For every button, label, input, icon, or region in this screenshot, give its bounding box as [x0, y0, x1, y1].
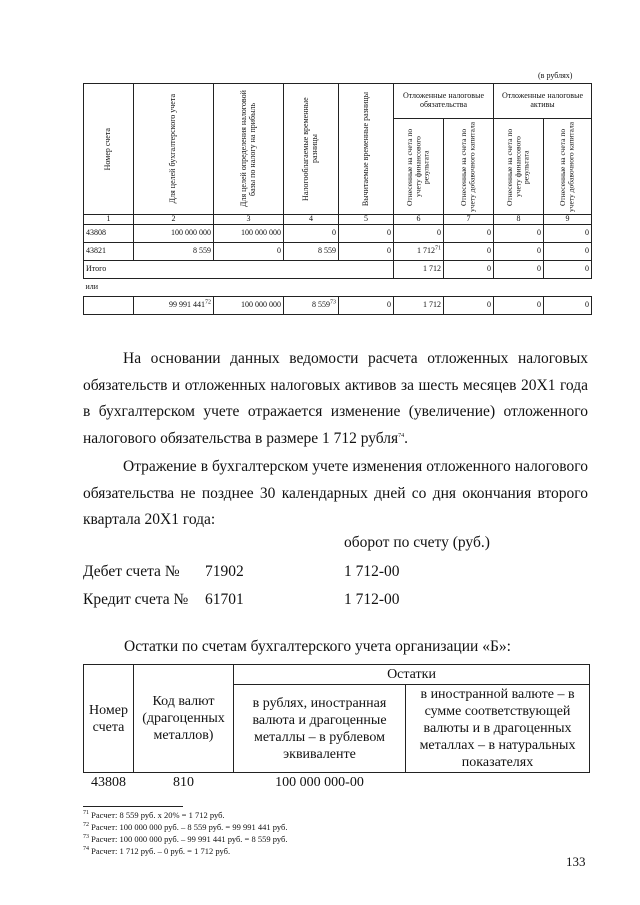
column-numbers-row [84, 215, 592, 225]
cell-asset-capital: 0 [544, 225, 592, 243]
footnote-ref: 74 [398, 432, 405, 439]
cell-tax-base: 100 000 000 [214, 225, 284, 243]
col-number: 4 [284, 215, 339, 225]
cell-liab-capital: 0 [444, 297, 494, 315]
cell-deductible: 0 [339, 225, 394, 243]
cell-liab-financial: 1 712 [394, 297, 444, 315]
cell-account: 43808 [84, 225, 134, 243]
balances-table [83, 664, 590, 792]
cell-account: 43808 [84, 773, 134, 793]
table-row [84, 225, 592, 243]
debit-account: 71902 [205, 563, 244, 580]
unit-note: (в рублях) [538, 71, 573, 80]
footnote: $^{72}$ Расчет: 100 000 000 руб. – 8 559 руб. = 99 991 441 руб. [83, 822, 288, 832]
cell-taxable: 8 559 [284, 243, 339, 261]
cell-liab-financial: 0 [394, 225, 444, 243]
total-liab-capital: 0 [444, 261, 494, 279]
footnote-ref: 72 [205, 299, 211, 306]
cell-rub-balance: 100 000 000-00 [234, 773, 406, 793]
cell-taxable: 0 [284, 225, 339, 243]
total-asset-capital: 0 [544, 261, 592, 279]
header-account-number: Номер счета [84, 665, 134, 773]
turnover-header: оборот по счету (руб.) [344, 534, 490, 551]
cell-tax-base: 100 000 000 [214, 297, 284, 315]
cell-deductible: 0 [339, 297, 394, 315]
total-label: Итого [84, 261, 394, 279]
page-number: 133 [566, 854, 586, 869]
col-number: 5 [339, 215, 394, 225]
header-liab-financial: Отнесенные на счета по учету финансового результата [394, 119, 444, 215]
cell-tax-base: 0 [214, 243, 284, 261]
cell-asset-capital: 0 [544, 297, 592, 315]
alt-row [84, 297, 592, 315]
cell-asset-financial: 0 [494, 243, 544, 261]
header-asset-capital: Отнесенные на счета по учету добавочного капитала [544, 119, 592, 215]
paragraph-posting: Отражение в бухгалтерском учете изменения отложенного налогового обязательства не позднее 30 календарных дней со дня окончания второго квартала 20Х1 года: [83, 458, 588, 528]
total-asset-financial: 0 [494, 261, 544, 279]
deferred-tax-table [83, 83, 592, 315]
col-number: 7 [444, 215, 494, 225]
col-number: 8 [494, 215, 544, 225]
header-accounting: Для целей бухгалтерского учета [134, 84, 214, 215]
footnote-divider [83, 806, 183, 807]
col-number: 3 [214, 215, 284, 225]
header-account-number: Номер счета [84, 84, 134, 215]
total-row [84, 261, 592, 279]
header-taxable-differences: Налогооблагаемые временные разницы [284, 84, 339, 215]
cell-liab-capital: 0 [444, 243, 494, 261]
cell-asset-financial: 0 [494, 297, 544, 315]
credit-label: Кредит счета № [83, 591, 189, 608]
header-foreign-balance: в иностранной валюте – в сумме соответствующей валюты и в драгоценных металлах – в натуральных показателях [406, 685, 590, 773]
cell-currency-code: 810 [134, 773, 234, 793]
credit-amount: 1 712-00 [344, 591, 400, 608]
header-rub-balance: в рублях, иностранная валюта и драгоценные металлы – в рублевом эквиваленте [234, 685, 406, 773]
paragraph-deferred-change: На основании данных ведомости расчета отложенных налоговых обязательств и отложенных налоговых активов за шесть месяцев 20Х1 года в бухгалтерском учете отражается изменение (увеличение) отложенного налогового обязательства в размере 1 712 рубля$^{74}$. [83, 350, 588, 447]
cell-asset-financial: 0 [494, 225, 544, 243]
debit-amount: 1 712-00 [344, 563, 400, 580]
header-tax-base: Для целей определения налоговой базы по налогу на прибыль [214, 84, 284, 215]
header-asset-financial: Отнесенные на счета по учету финансового результата [494, 119, 544, 215]
cell-liab-financial: 1 $712^{71}$ [394, 243, 444, 261]
debit-label: Дебет счета № [83, 563, 180, 580]
header-deferred-assets: Отложенные налоговые активы [494, 84, 592, 119]
cell-accounting: 100 000 000 [134, 225, 214, 243]
footnote-ref: 73 [330, 299, 336, 306]
footnote-ref: 71 [435, 245, 441, 252]
header-deferred-liabilities: Отложенные налоговые обязательства [394, 84, 494, 119]
cell-deductible: 0 [339, 243, 394, 261]
col-number: 1 [84, 215, 134, 225]
cell-account: 43821 [84, 243, 134, 261]
col-number: 9 [544, 215, 592, 225]
cell-account [84, 297, 134, 315]
cell-liab-capital: 0 [444, 225, 494, 243]
cell-foreign-balance [406, 773, 590, 793]
header-deductible-differences: Вычитаемые временные разницы [339, 84, 394, 215]
footnote: $^{71}$ Расчет: 8 559 руб. х 20% = 1 712 руб. [83, 810, 225, 820]
cell-taxable: 8 $559^{73}$ [284, 297, 339, 315]
table-row [84, 773, 590, 793]
col-number: 6 [394, 215, 444, 225]
header-balances: Остатки [234, 665, 590, 685]
footnote: $^{73}$ Расчет: 100 000 000 руб. – 99 991 441 руб. = 8 559 руб. [83, 834, 288, 844]
total-liab-financial: 1 712 [394, 261, 444, 279]
cell-asset-capital: 0 [544, 243, 592, 261]
cell-accounting: 8 559 [134, 243, 214, 261]
header-currency-code: Код валют (драгоценных металлов) [134, 665, 234, 773]
footnote: $^{74}$ Расчет: 1 712 руб. – 0 руб. = 1 712 руб. [83, 846, 231, 856]
or-row [84, 279, 592, 297]
credit-account: 61701 [205, 591, 244, 608]
balances-title: Остатки по счетам бухгалтерского учета организации «Б»: [124, 638, 511, 655]
col-number: 2 [134, 215, 214, 225]
header-liab-capital: Отнесенные на счета по учету добавочного капитала [444, 119, 494, 215]
table-row [84, 243, 592, 261]
cell-accounting: 99 991 $441^{72}$ [134, 297, 214, 315]
or-label: или [84, 279, 592, 297]
